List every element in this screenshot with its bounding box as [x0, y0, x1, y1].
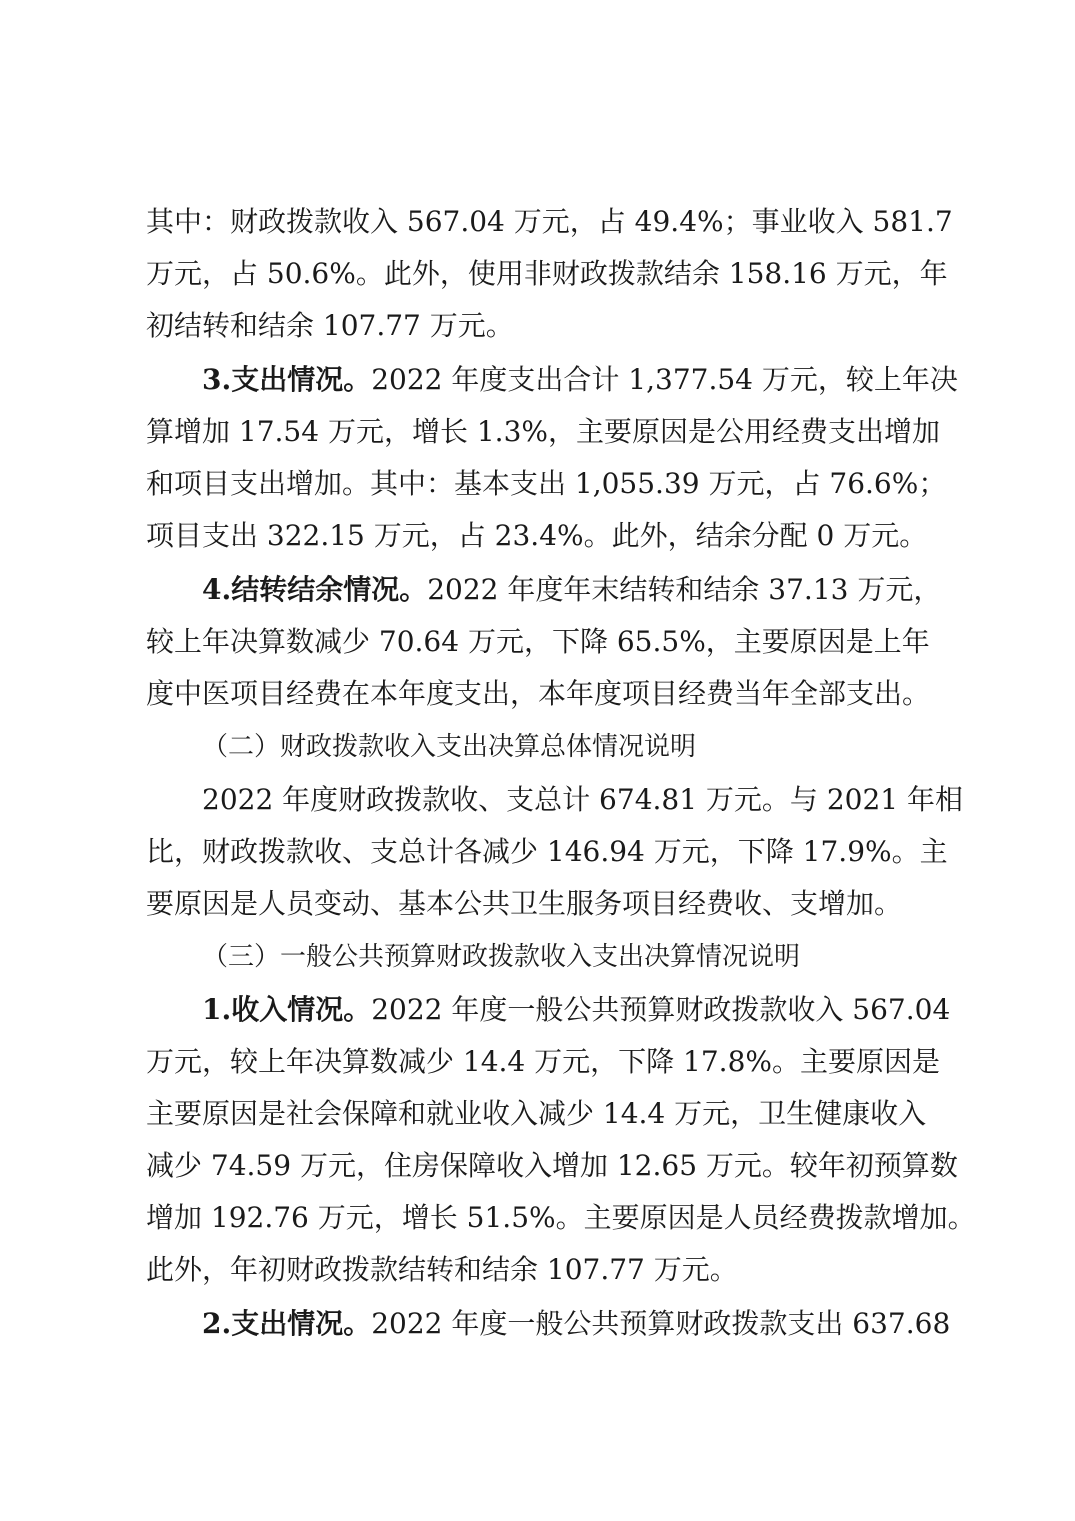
paragraph-start — [202, 572, 941, 608]
section-heading: 3.支出情况。 — [202, 363, 372, 396]
line-text: 2022 年度一般公共预算财政拨款收入 567.04 — [371, 993, 951, 1026]
line-text: 2022 年度支出合计 1,377.54 万元，较上年决 — [371, 363, 958, 396]
subsection-heading — [202, 939, 800, 975]
subsection-heading — [202, 729, 696, 765]
line-text: 2022 年度一般公共预算财政拨款支出 637.68 — [371, 1307, 951, 1340]
line-text: 要原因是人员变动、基本公共卫生服务项目经费收、支增加。 — [146, 887, 903, 920]
paragraph-start — [202, 362, 958, 398]
paragraph-start — [202, 782, 963, 818]
subsection-title: （三）一般公共预算财政拨款收入支出决算情况说明 — [202, 942, 801, 972]
text-line — [146, 518, 927, 554]
line-text: 其中：财政拨款收入 567.04 万元，占 49.4%；事业收入 581.7 — [146, 205, 953, 238]
line-text: 初结转和结余 107.77 万元。 — [146, 309, 514, 342]
paragraph-start — [202, 1306, 950, 1342]
section-heading: 4.结转结余情况。 — [202, 573, 428, 606]
text-line — [146, 204, 953, 240]
text-line — [146, 414, 940, 450]
text-line — [146, 1148, 958, 1184]
line-text: 减少 74.59 万元，住房保障收入增加 12.65 万元。较年初预算数 — [146, 1149, 958, 1182]
text-line — [146, 1044, 940, 1080]
line-text: 万元，较上年决算数减少 14.4 万元，下降 17.8%。主要原因是 — [146, 1045, 940, 1078]
section-heading: 1.收入情况。 — [202, 993, 372, 1026]
line-text: 比，财政拨款收、支总计各减少 146.94 万元，下降 17.9%。主 — [146, 835, 948, 868]
line-text: 万元，占 50.6%。此外，使用非财政拨款结余 158.16 万元，年 — [146, 257, 948, 290]
line-text: 度中医项目经费在本年度支出，本年度项目经费当年全部支出。 — [146, 677, 931, 710]
text-line — [146, 256, 948, 292]
subsection-title: （二）财政拨款收入支出决算总体情况说明 — [202, 732, 697, 762]
text-line — [146, 466, 946, 502]
line-text: 增加 192.76 万元，增长 51.5%。主要原因是人员经费拨款增加。 — [146, 1201, 976, 1234]
text-line — [146, 1096, 926, 1132]
text-line — [146, 308, 514, 344]
line-text: 2022 年度财政拨款收、支总计 674.81 万元。与 2021 年相 — [202, 783, 963, 816]
line-text: 较上年决算数减少 70.64 万元，下降 65.5%，主要原因是上年 — [146, 625, 930, 658]
text-line — [146, 834, 948, 870]
line-text: 2022 年度年末结转和结余 37.13 万元， — [427, 573, 942, 606]
paragraph-start — [202, 992, 950, 1028]
text-line — [146, 624, 930, 660]
text-line — [146, 1200, 976, 1236]
line-text: 项目支出 322.15 万元，占 23.4%。此外，结余分配 0 万元。 — [146, 519, 928, 552]
line-text: 此外，年初财政拨款结转和结余 107.77 万元。 — [146, 1253, 738, 1286]
section-heading: 2.支出情况。 — [202, 1307, 372, 1340]
line-text: 主要原因是社会保障和就业收入减少 14.4 万元，卫生健康收入 — [146, 1097, 927, 1130]
text-line — [146, 676, 930, 712]
line-text: 和项目支出增加。其中：基本支出 1,055.39 万元，占 76.6%； — [146, 467, 947, 500]
text-line — [146, 886, 902, 922]
line-text: 算增加 17.54 万元，增长 1.3%，主要原因是公用经费支出增加 — [146, 415, 940, 448]
text-line — [146, 1252, 738, 1288]
